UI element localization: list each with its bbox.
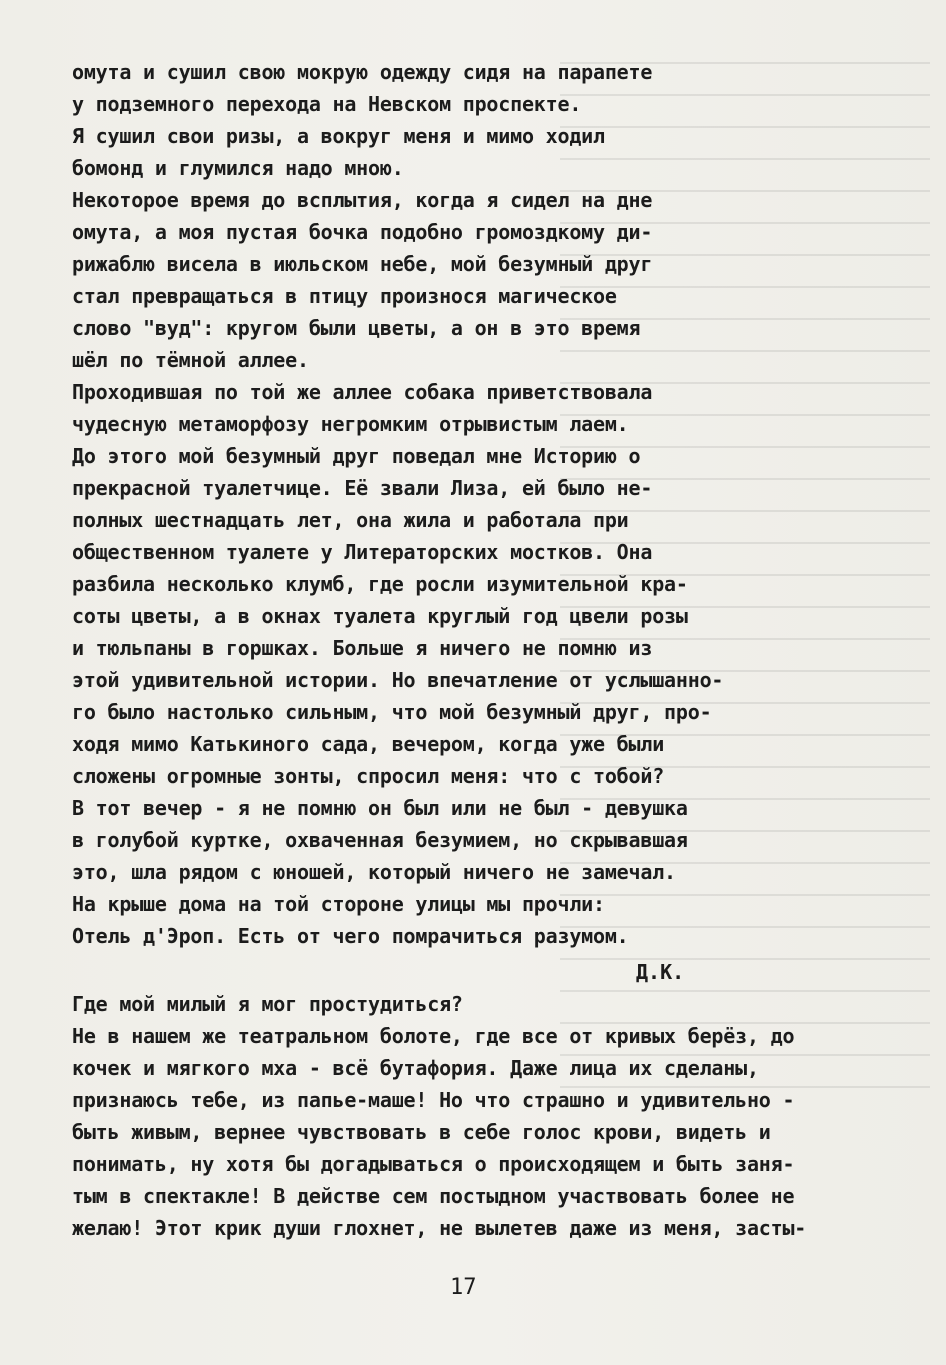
text-line: омута и сушил свою мокрую одежду сидя на парапете <box>72 60 653 84</box>
text-line: и тюльпаны в горшках. Больше я ничего не помню из <box>72 636 653 660</box>
text-line: Где мой милый я мог простудиться? <box>72 992 463 1016</box>
main-text-block <box>72 56 872 952</box>
text-line: В тот вечер - я не помню он был или не был - девушка <box>72 796 688 820</box>
text-line: это, шла рядом с юношей, который ничего не замечал. <box>72 860 676 884</box>
text-line: у подземного перехода на Невском проспекте. <box>72 92 582 116</box>
text-line: Не в нашем же театральном болоте, где все от кривых берёз, до <box>72 1024 795 1048</box>
text-line: стал превращаться в птицу произнося магическое <box>72 284 617 308</box>
text-line: разбила несколько клумб, где росли изумительной кра- <box>72 572 688 596</box>
text-line: прекрасной туалетчице. Её звали Лиза, ей было не- <box>72 476 653 500</box>
text-line: понимать, ну хотя бы догадываться о происходящем и быть заня- <box>72 1152 795 1176</box>
text-line: рижаблю висела в июльском небе, мой безумный друг <box>72 252 653 276</box>
text-line: желаю! Этот крик души глохнет, не вылетев даже из меня, засты- <box>72 1216 807 1240</box>
text-line: сложены огромные зонты, спросил меня: что с тобой? <box>72 764 665 788</box>
text-line: омута, а моя пустая бочка подобно громоздкому ди- <box>72 220 653 244</box>
text-line: быть живым, вернее чувствовать в себе голос крови, видеть и <box>72 1120 771 1144</box>
text-line: ходя мимо Катькиного сада, вечером, когда уже были <box>72 732 665 756</box>
text-line: Некоторое время до всплытия, когда я сидел на дне <box>72 188 653 212</box>
text-line: Я сушил свои ризы, а вокруг меня и мимо ходил <box>72 124 605 148</box>
text-line: в голубой куртке, охваченная безумием, но скрывавшая <box>72 828 688 852</box>
text-line: соты цветы, а в окнах туалета круглый год цвели розы <box>72 604 688 628</box>
text-line: этой удивительной истории. Но впечатление от услышанно- <box>72 668 724 692</box>
author-signature: Д.К. <box>636 960 685 984</box>
text-line: го было настолько сильным, что мой безумный друг, про- <box>72 700 712 724</box>
second-text-block <box>72 988 892 1244</box>
text-line: шёл по тёмной аллее. <box>72 348 309 372</box>
text-line: До этого мой безумный друг поведал мне Историю о <box>72 444 641 468</box>
text-line: кочек и мягкого мха - всё бутафория. Даже лица их сделаны, <box>72 1056 759 1080</box>
text-line: общественном туалете у Литераторских мостков. Она <box>72 540 653 564</box>
text-line: полных шестнадцать лет, она жила и работала при <box>72 508 629 532</box>
text-line: Проходившая по той же аллее собака приветствовала <box>72 380 653 404</box>
text-line: признаюсь тебе, из папье-маше! Но что страшно и удивительно - <box>72 1088 795 1112</box>
text-line: слово "вуд": кругом были цветы, а он в это время <box>72 316 641 340</box>
text-line: бомонд и глумился надо мною. <box>72 156 404 180</box>
text-line: На крыше дома на той стороне улицы мы прочли: <box>72 892 605 916</box>
page-number: 17 <box>450 1275 477 1300</box>
text-line: тым в спектакле! В действе сем постыдном участвовать более не <box>72 1184 795 1208</box>
text-line: Отель д'Эроп. Есть от чего помрачиться разумом. <box>72 924 629 948</box>
text-line: чудесную метаморфозу негромким отрывистым лаем. <box>72 412 629 436</box>
